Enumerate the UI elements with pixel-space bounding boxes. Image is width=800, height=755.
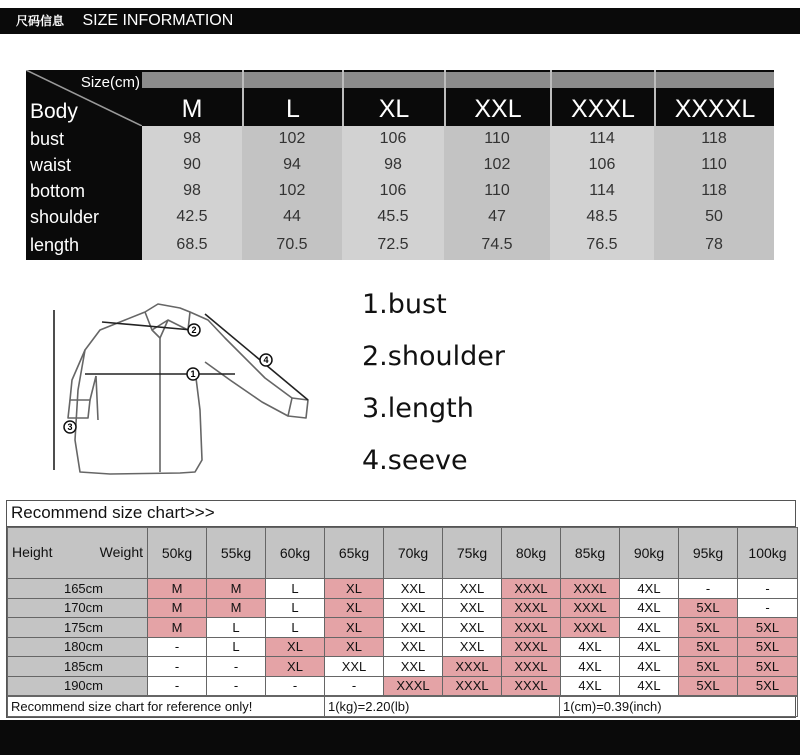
size-cell: 5XL bbox=[679, 676, 738, 696]
measurement-value: 78 bbox=[654, 230, 774, 260]
footer-kg-conversion: 1(kg)=2.20(lb) bbox=[325, 697, 560, 717]
table-row bbox=[8, 676, 798, 696]
table-row bbox=[8, 618, 798, 638]
measurement-row bbox=[26, 204, 774, 230]
measurement-value: 70.5 bbox=[242, 230, 342, 260]
size-cell: 5XL bbox=[738, 676, 798, 696]
measurement-label: length bbox=[26, 230, 142, 260]
weight-header: 80kg bbox=[502, 528, 561, 579]
size-cell: - bbox=[679, 579, 738, 599]
size-cell: XL bbox=[325, 618, 384, 638]
table-row bbox=[8, 598, 798, 618]
measurement-value: 98 bbox=[342, 152, 444, 178]
size-cell: 5XL bbox=[679, 637, 738, 657]
measurement-label: waist bbox=[26, 152, 142, 178]
size-cell: M bbox=[207, 579, 266, 599]
size-cell: M bbox=[148, 598, 207, 618]
size-cell: - bbox=[266, 676, 325, 696]
size-cell: 4XL bbox=[620, 579, 679, 599]
measurement-value: 72.5 bbox=[342, 230, 444, 260]
size-cell: 5XL bbox=[679, 657, 738, 677]
marker-1: 1 bbox=[190, 369, 196, 379]
measurement-value: 106 bbox=[342, 178, 444, 204]
size-cell: XXL bbox=[384, 657, 443, 677]
legend-item: 2.shoulder bbox=[362, 341, 505, 372]
size-cell: XXXL bbox=[502, 618, 561, 638]
size-header: XXXXL bbox=[654, 70, 774, 126]
size-cell: - bbox=[738, 579, 798, 599]
size-cell: 4XL bbox=[561, 657, 620, 677]
weight-label: Weight bbox=[99, 544, 143, 560]
height-cell: 170cm bbox=[8, 598, 148, 618]
size-cell: 5XL bbox=[679, 598, 738, 618]
measurement-value: 110 bbox=[444, 126, 550, 152]
size-cell: XXXL bbox=[502, 598, 561, 618]
size-cell: - bbox=[207, 657, 266, 677]
size-cell: XL bbox=[266, 637, 325, 657]
size-cell: 5XL bbox=[738, 637, 798, 657]
weight-header: 90kg bbox=[620, 528, 679, 579]
size-cell: 5XL bbox=[738, 618, 798, 638]
size-cell: L bbox=[266, 579, 325, 599]
bottom-bar bbox=[0, 720, 800, 755]
measurement-value: 68.5 bbox=[142, 230, 242, 260]
marker-4: 4 bbox=[263, 355, 269, 365]
size-cell: XL bbox=[325, 637, 384, 657]
size-cell: 4XL bbox=[561, 637, 620, 657]
measurement-value: 102 bbox=[242, 126, 342, 152]
table-corner-cell bbox=[26, 70, 142, 126]
measurement-value: 42.5 bbox=[142, 204, 242, 230]
size-cell: L bbox=[207, 637, 266, 657]
measurement-value: 98 bbox=[142, 178, 242, 204]
measurement-row bbox=[26, 152, 774, 178]
size-cell: 4XL bbox=[561, 676, 620, 696]
measurement-row bbox=[26, 230, 774, 260]
size-cell: XXXL bbox=[561, 579, 620, 599]
size-cell: - bbox=[738, 598, 798, 618]
size-cell: 5XL bbox=[679, 618, 738, 638]
measurement-value: 118 bbox=[654, 126, 774, 152]
size-cell: - bbox=[148, 657, 207, 677]
size-cell: XXXL bbox=[561, 598, 620, 618]
measurement-value: 90 bbox=[142, 152, 242, 178]
size-cell: XXL bbox=[325, 657, 384, 677]
measurement-value: 94 bbox=[242, 152, 342, 178]
measurement-value: 98 bbox=[142, 126, 242, 152]
height-weight-header bbox=[8, 528, 148, 579]
size-cell: - bbox=[148, 676, 207, 696]
corner-body-label: Body bbox=[30, 100, 78, 123]
size-cell: 4XL bbox=[620, 657, 679, 677]
size-cell: XL bbox=[325, 598, 384, 618]
size-cell: XXXL bbox=[502, 579, 561, 599]
measurement-value: 106 bbox=[550, 152, 654, 178]
size-cell: XXL bbox=[384, 579, 443, 599]
size-header: XXXL bbox=[550, 70, 654, 126]
size-information-table bbox=[26, 70, 774, 260]
size-cell: XL bbox=[266, 657, 325, 677]
measurement-label: bust bbox=[26, 126, 142, 152]
weight-header: 75kg bbox=[443, 528, 502, 579]
weight-header: 100kg bbox=[738, 528, 798, 579]
header-title-en: SIZE INFORMATION bbox=[82, 12, 234, 29]
size-cell: XXXL bbox=[443, 676, 502, 696]
weight-header: 60kg bbox=[266, 528, 325, 579]
measurement-legend bbox=[362, 283, 505, 491]
shirt-measurement-diagram bbox=[30, 290, 330, 485]
table-row bbox=[8, 657, 798, 677]
marker-2: 2 bbox=[191, 325, 197, 335]
size-cell: XXL bbox=[384, 637, 443, 657]
measurement-label: shoulder bbox=[26, 204, 142, 230]
height-cell: 175cm bbox=[8, 618, 148, 638]
legend-item: 4.seeve bbox=[362, 445, 468, 476]
size-cell: XXXL bbox=[443, 657, 502, 677]
measurement-value: 74.5 bbox=[444, 230, 550, 260]
size-cell: 5XL bbox=[738, 657, 798, 677]
height-cell: 165cm bbox=[8, 579, 148, 599]
measurement-value: 102 bbox=[242, 178, 342, 204]
size-cell: M bbox=[148, 579, 207, 599]
size-header: L bbox=[242, 70, 342, 126]
height-label: Height bbox=[12, 544, 53, 560]
size-cell: XXXL bbox=[384, 676, 443, 696]
measurement-value: 114 bbox=[550, 126, 654, 152]
size-cell: - bbox=[325, 676, 384, 696]
measurement-value: 110 bbox=[654, 152, 774, 178]
measurement-value: 110 bbox=[444, 178, 550, 204]
footer-note: Recommend size chart for reference only! bbox=[8, 697, 325, 717]
corner-size-label: Size(cm) bbox=[80, 74, 140, 91]
weight-header: 55kg bbox=[207, 528, 266, 579]
size-cell: 4XL bbox=[620, 637, 679, 657]
weight-header: 70kg bbox=[384, 528, 443, 579]
size-cell: XXXL bbox=[561, 618, 620, 638]
size-cell: XXXL bbox=[502, 676, 561, 696]
measurement-label: bottom bbox=[26, 178, 142, 204]
measurement-value: 102 bbox=[444, 152, 550, 178]
size-cell: L bbox=[266, 598, 325, 618]
measurement-value: 50 bbox=[654, 204, 774, 230]
legend-item: 3.length bbox=[362, 393, 474, 424]
size-cell: XXL bbox=[443, 618, 502, 638]
table-row bbox=[8, 637, 798, 657]
header-title-cn: 尺码信息 bbox=[16, 14, 65, 28]
size-cell: - bbox=[148, 637, 207, 657]
size-cell: XXL bbox=[443, 579, 502, 599]
size-header: XL bbox=[342, 70, 444, 126]
size-cell: M bbox=[207, 598, 266, 618]
measurement-value: 114 bbox=[550, 178, 654, 204]
section-header bbox=[0, 8, 800, 34]
measurement-row bbox=[26, 178, 774, 204]
size-cell: XXL bbox=[384, 618, 443, 638]
size-cell: XXXL bbox=[502, 657, 561, 677]
size-cell: M bbox=[148, 618, 207, 638]
height-cell: 185cm bbox=[8, 657, 148, 677]
size-cell: 4XL bbox=[620, 618, 679, 638]
size-cell: L bbox=[207, 618, 266, 638]
footer-cm-conversion: 1(cm)=0.39(inch) bbox=[560, 697, 798, 717]
weight-header: 50kg bbox=[148, 528, 207, 579]
legend-item: 1.bust bbox=[362, 289, 447, 320]
size-header: M bbox=[142, 70, 242, 126]
size-cell: 4XL bbox=[620, 676, 679, 696]
size-cell: L bbox=[266, 618, 325, 638]
measurement-value: 47 bbox=[444, 204, 550, 230]
measurement-value: 118 bbox=[654, 178, 774, 204]
recommend-size-chart bbox=[6, 500, 796, 718]
weight-header: 65kg bbox=[325, 528, 384, 579]
size-cell: - bbox=[207, 676, 266, 696]
height-cell: 180cm bbox=[8, 637, 148, 657]
measurement-row bbox=[26, 126, 774, 152]
measurement-value: 76.5 bbox=[550, 230, 654, 260]
weight-header: 95kg bbox=[679, 528, 738, 579]
recommend-title: Recommend size chart>>> bbox=[7, 501, 795, 527]
height-cell: 190cm bbox=[8, 676, 148, 696]
measurement-value: 106 bbox=[342, 126, 444, 152]
size-cell: XXL bbox=[443, 598, 502, 618]
marker-3: 3 bbox=[67, 422, 73, 432]
measurement-value: 45.5 bbox=[342, 204, 444, 230]
size-cell: XXL bbox=[384, 598, 443, 618]
table-row bbox=[8, 579, 798, 599]
size-cell: XXL bbox=[443, 637, 502, 657]
size-header: XXL bbox=[444, 70, 550, 126]
measurement-value: 44 bbox=[242, 204, 342, 230]
weight-header: 85kg bbox=[561, 528, 620, 579]
size-cell: 4XL bbox=[620, 598, 679, 618]
measurement-value: 48.5 bbox=[550, 204, 654, 230]
size-cell: XXXL bbox=[502, 637, 561, 657]
size-cell: XL bbox=[325, 579, 384, 599]
